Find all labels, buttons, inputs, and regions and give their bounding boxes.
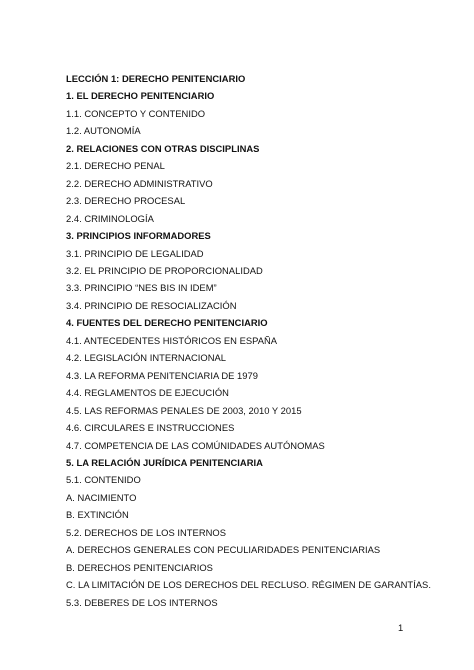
subsection-item: B. EXTINCIÓN (66, 509, 129, 521)
subsection-item: 1.1. CONCEPTO Y CONTENIDO (66, 107, 206, 119)
subsection-item: 4.3. LA REFORMA PENITENCIARIA DE 1979 (66, 369, 258, 381)
subsection-item: 5.2. DERECHOS DE LOS INTERNOS (66, 526, 226, 538)
subsection-item: 5.1. CONTENIDO (66, 474, 141, 486)
subsection-item: 2.1. DERECHO PENAL (66, 160, 165, 172)
subsection-item: 3.4. PRINCIPIO DE RESOCIALIZACIÓN (66, 299, 237, 311)
subsection-item: 4.2. LEGISLACIÓN INTERNACIONAL (66, 352, 227, 364)
subsection-item: 4.7. COMPETENCIA DE LAS COMÚNIDADES AUTÓNOMAS (66, 439, 325, 451)
subsection-item: 2.4. CRIMINOLOGÍA (66, 212, 154, 224)
section-heading: 5. LA RELACIÓN JURÍDICA PENITENCIARIA (66, 456, 263, 468)
subsection-item: 1.2. AUTONOMÍA (66, 125, 141, 137)
subsection-item: 3.2. EL PRINCIPIO DE PROPORCIONALIDAD (66, 264, 263, 276)
subsection-item: A. NACIMIENTO (66, 491, 137, 503)
section-heading: 1. EL DERECHO PENITENCIARIO (66, 90, 215, 102)
section-heading: 2. RELACIONES CON OTRAS DISCIPLINAS (66, 142, 260, 154)
lesson-title: LECCIÓN 1: DERECHO PENITENCIARIO (66, 73, 246, 84)
subsection-item: 3.1. PRINCIPIO DE LEGALIDAD (66, 247, 204, 259)
subsection-item: 4.5. LAS REFORMAS PENALES DE 2003, 2010 Y 2015 (66, 404, 302, 416)
section-heading: 3. PRINCIPIOS INFORMADORES (66, 230, 211, 242)
subsection-item: 2.3. DERECHO PROCESAL (66, 195, 186, 207)
subsection-item: 4.4. REGLAMENTOS DE EJECUCIÓN (66, 387, 229, 399)
subsection-item: 2.2. DERECHO ADMINISTRATIVO (66, 177, 213, 189)
subsection-item: 3.3. PRINCIPIO “NES BIS IN IDEM” (66, 282, 217, 294)
subsection-item: C. LA LIMITACIÓN DE LOS DERECHOS DEL RECLUSO. RÉGIMEN DE GARANTÍAS. (66, 579, 431, 591)
table-of-contents (66, 70, 446, 611)
subsection-item: 4.6. CIRCULARES E INSTRUCCIONES (66, 422, 235, 434)
page-number: 1 (398, 622, 404, 633)
section-heading: 4. FUENTES DEL DERECHO PENITENCIARIO (66, 317, 268, 329)
subsection-item: A. DERECHOS GENERALES CON PECULIARIDADES PENITENCIARIAS (66, 544, 381, 556)
subsection-item: B. DERECHOS PENITENCIARIOS (66, 561, 213, 573)
subsection-item: 4.1. ANTECEDENTES HISTÓRICOS EN ESPAÑA (66, 334, 278, 346)
subsection-item: 5.3. DEBERES DE LOS INTERNOS (66, 596, 218, 608)
